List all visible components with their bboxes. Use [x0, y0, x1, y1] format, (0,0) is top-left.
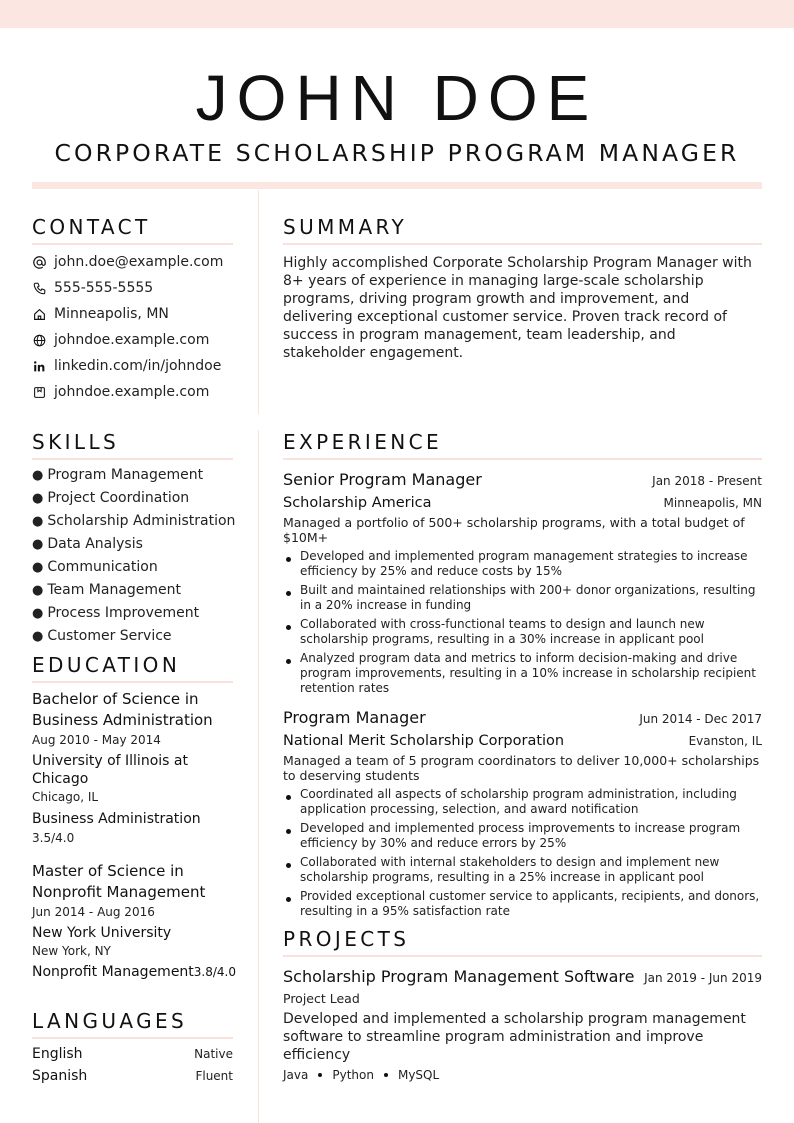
project-tech-list — [283, 1068, 762, 1082]
skill-item: ● Project Coordination — [32, 490, 190, 506]
education-school: University of Illinois at Chicago — [32, 753, 188, 787]
contact-location — [32, 301, 233, 327]
tech-separator — [318, 1073, 322, 1077]
education-field-row — [32, 809, 233, 829]
job-description: Managed a team of 5 program coordinators to deliver 10,000+ scholarships to deserving students — [283, 753, 760, 783]
job-entry — [283, 468, 762, 696]
job-bullet: Collaborated with cross-functional teams to design and launch new scholarship programs, resulting in a 30% increase in applicant pool — [283, 617, 762, 647]
candidate-name: JOHN DOE — [195, 62, 599, 134]
education-gpa: 3.8/4.0 — [193, 965, 237, 979]
projects-section — [283, 926, 762, 1082]
candidate-title: CORPORATE SCHOLARSHIP PROGRAM MANAGER — [54, 139, 740, 167]
education-entry — [32, 861, 237, 982]
skill-item: ● Process Improvement — [32, 605, 200, 621]
contact-heading: CONTACT — [32, 214, 233, 245]
skill-item: ● Scholarship Administration — [32, 513, 236, 529]
language-row — [32, 1043, 233, 1065]
tech-item: MySQL — [397, 1068, 440, 1082]
education-field: Nonprofit Management — [32, 964, 194, 980]
project-dates: Jan 2019 - Jun 2019 — [644, 971, 762, 985]
column-divider-top — [258, 190, 259, 414]
project-description: Developed and implemented a scholarship program management software to streamline program administration and improve efficiency — [283, 1011, 746, 1063]
job-location: Minneapolis, MN — [663, 496, 762, 510]
contact-linkedin[interactable] — [32, 353, 233, 379]
contact-portfolio[interactable] — [32, 379, 233, 405]
job-dates: Jun 2014 - Dec 2017 — [639, 712, 762, 726]
job-title: Program Manager — [283, 708, 426, 727]
education-gpa: 3.5/4.0 — [32, 831, 75, 845]
experience-section — [283, 429, 762, 923]
education-dates: Jun 2014 - Aug 2016 — [32, 905, 155, 919]
language-row — [32, 1065, 233, 1087]
projects-heading: PROJECTS — [283, 926, 762, 957]
experience-heading: EXPERIENCE — [283, 429, 762, 460]
job-bullet: Coordinated all aspects of scholarship program administration, including application processing, selection, and award notification — [283, 787, 762, 817]
home-icon — [32, 307, 46, 321]
skills-heading: SKILLS — [32, 429, 233, 460]
contact-linkedin-text: linkedin.com/in/johndoe — [54, 358, 222, 374]
job-bullet: Provided exceptional customer service to applicants, recipients, and donors, resulting in a 95% satisfaction rate — [283, 889, 762, 919]
job-bullet: Collaborated with internal stakeholders to design and implement new scholarship programs, resulting in a 25% increase in applicant pool — [283, 855, 762, 885]
education-entry — [32, 689, 233, 847]
project-role: Project Lead — [283, 991, 360, 1006]
contact-phone[interactable] — [32, 275, 233, 301]
language-level: Native — [194, 1047, 233, 1061]
contact-email-text: john.doe@example.com — [54, 254, 224, 270]
contact-email[interactable] — [32, 249, 233, 275]
summary-text: Highly accomplished Corporate Scholarship Program Manager with 8+ years of experience in managing large-scale scholarship programs, driving program growth and improvement, and delivering exceptional customer service. Proven track record of success in program management, team leadership, and stakeholder engagement. — [283, 255, 752, 361]
education-school: New York University — [32, 925, 172, 941]
job-company: Scholarship America — [283, 495, 432, 511]
contact-location-text: Minneapolis, MN — [54, 306, 169, 322]
project-title: Scholarship Program Management Software — [283, 967, 635, 986]
skills-section — [32, 429, 236, 648]
education-heading: EDUCATION — [32, 652, 233, 683]
education-degree: Master of Science in Nonprofit Management — [32, 862, 206, 901]
languages-section — [32, 1008, 233, 1087]
contact-website-text: johndoe.example.com — [54, 332, 210, 348]
tech-item: Java — [283, 1068, 309, 1082]
contact-phone-text: 555-555-5555 — [54, 280, 154, 296]
skill-item: ● Data Analysis — [32, 536, 143, 552]
skill-item: ● Communication — [32, 559, 158, 575]
skill-item: ● Customer Service — [32, 628, 172, 644]
education-field-row — [32, 962, 237, 982]
summary-heading: SUMMARY — [283, 214, 762, 245]
job-bullet: Developed and implemented process improvements to increase program efficiency by 30% and reduce errors by 25% — [283, 821, 762, 851]
globe-icon — [32, 333, 46, 347]
tech-item: Python — [332, 1068, 374, 1082]
education-dates: Aug 2010 - May 2014 — [32, 733, 161, 747]
job-company: National Merit Scholarship Corporation — [283, 733, 565, 749]
education-location: New York, NY — [32, 944, 111, 958]
language-name: English — [32, 1046, 83, 1062]
education-section — [32, 652, 237, 982]
job-entry — [283, 706, 762, 919]
job-bullet: Analyzed program data and metrics to inform decision-making and drive program improvements, resulting in a 10% increase in scholarship recipient retention rates — [283, 651, 762, 696]
contact-website[interactable] — [32, 327, 233, 353]
top-accent-band — [0, 0, 794, 28]
job-bullet: Built and maintained relationships with 200+ donor organizations, resulting in a 20% increase in funding — [283, 583, 762, 613]
summary-section — [283, 214, 762, 362]
at-icon — [32, 255, 46, 269]
phone-icon — [32, 281, 46, 295]
job-title: Senior Program Manager — [283, 470, 482, 489]
portfolio-icon — [32, 385, 46, 399]
tech-separator — [384, 1073, 388, 1077]
header-divider — [32, 182, 762, 189]
project-entry — [283, 965, 762, 1082]
language-level: Fluent — [195, 1069, 233, 1083]
contact-section — [32, 214, 233, 405]
languages-heading: LANGUAGES — [32, 1008, 233, 1039]
education-location: Chicago, IL — [32, 790, 99, 804]
column-divider-bottom — [258, 430, 259, 1123]
skill-item: ● Team Management — [32, 582, 182, 598]
education-degree: Bachelor of Science in Business Administration — [32, 690, 213, 729]
skill-item: ● Program Management — [32, 467, 204, 483]
job-description: Managed a portfolio of 500+ scholarship programs, with a total budget of $10M+ — [283, 515, 745, 545]
language-name: Spanish — [32, 1068, 88, 1084]
job-dates: Jan 2018 - Present — [652, 474, 762, 488]
job-location: Evanston, IL — [688, 734, 762, 748]
contact-portfolio-text: johndoe.example.com — [54, 384, 210, 400]
linkedin-icon — [32, 359, 46, 373]
job-bullet: Developed and implemented program management strategies to increase efficiency by 25% and reduce costs by 15% — [283, 549, 762, 579]
education-field: Business Administration — [32, 811, 201, 827]
